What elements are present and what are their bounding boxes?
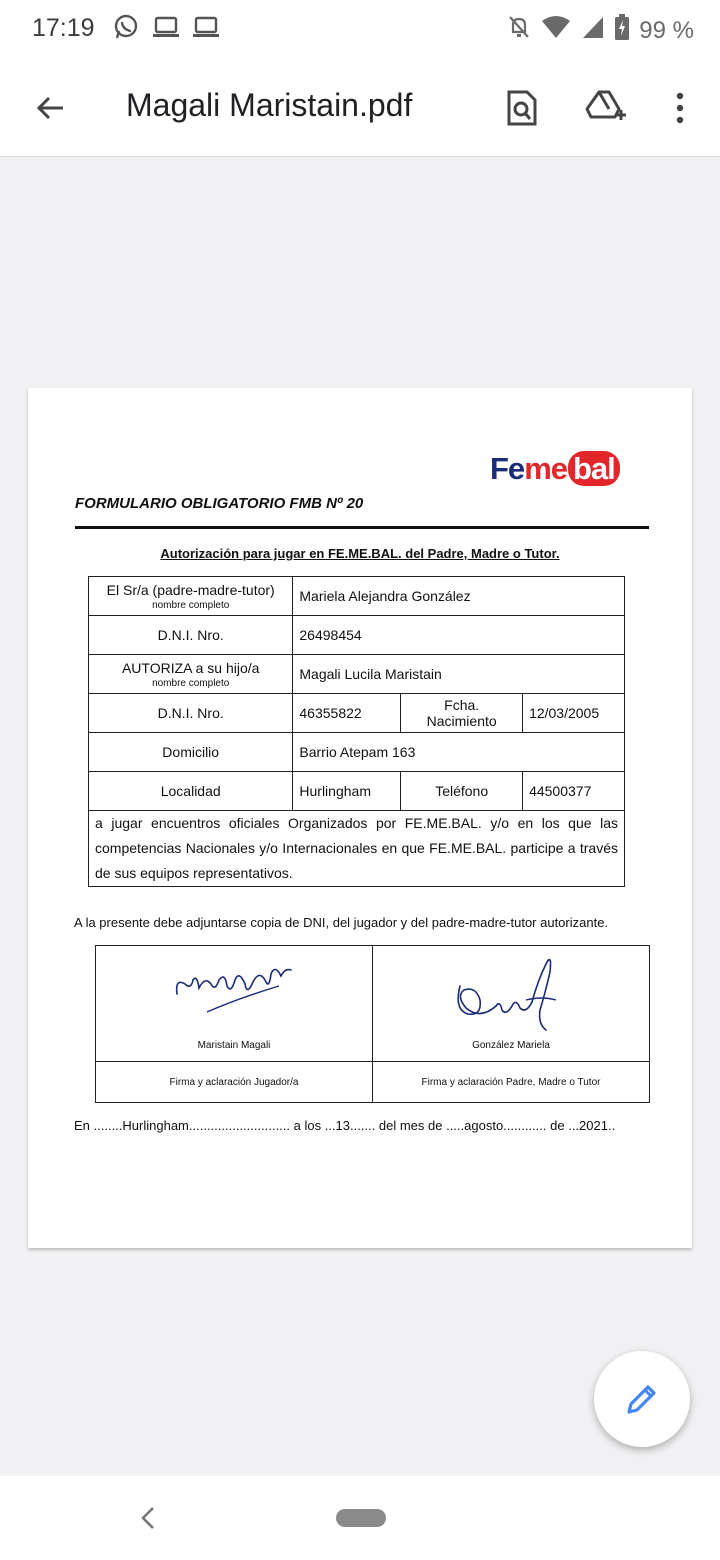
tutor-signature-caption: Firma y aclaración Padre, Madre o Tutor <box>373 1062 650 1103</box>
telefono-label: Teléfono <box>401 772 523 811</box>
signal-icon <box>581 15 605 46</box>
birth-date-value: 12/03/2005 <box>523 694 625 733</box>
nav-back-button[interactable] <box>128 1496 168 1540</box>
status-bar <box>0 0 720 60</box>
whatsapp-icon <box>112 13 140 46</box>
child-dni-value: 46355822 <box>293 694 401 733</box>
player-signature-caption: Firma y aclaración Jugador/a <box>96 1062 373 1103</box>
tutor-dni-label: D.N.I. Nro. <box>89 616 293 655</box>
search-in-document-button[interactable] <box>496 82 548 134</box>
add-to-drive-icon <box>585 89 627 127</box>
tutor-signature-cell <box>373 946 650 1062</box>
title-divider <box>75 526 649 529</box>
pdf-page <box>28 388 692 1248</box>
laptop-icon <box>152 15 180 44</box>
more-options-button[interactable] <box>654 82 706 134</box>
table-row <box>89 616 625 655</box>
signature-table <box>95 945 650 1103</box>
table-row <box>89 811 625 887</box>
notifications-off-icon <box>507 14 531 47</box>
nav-back-icon <box>139 1506 157 1530</box>
nav-home-pill[interactable] <box>336 1509 386 1527</box>
localidad-label: Localidad <box>89 772 293 811</box>
table-row <box>89 694 625 733</box>
table-row <box>96 946 650 1062</box>
domicilio-label: Domicilio <box>89 733 293 772</box>
femebal-logo: Feme bal <box>490 451 620 487</box>
player-signature-name: Maristain Magali <box>197 1040 271 1051</box>
more-vert-icon <box>675 92 685 124</box>
add-to-drive-button[interactable] <box>580 82 632 134</box>
tutor-signature-image <box>446 950 576 1036</box>
laptop-icon <box>192 15 220 44</box>
table-row <box>89 655 625 694</box>
table-row <box>89 733 625 772</box>
form-subtitle: Autorización para jugar en FE.ME.BAL. del Padre, Madre o Tutor. <box>160 546 560 561</box>
status-system-icons <box>507 14 694 47</box>
place-date-line: En ........Hurlingham............................ a los ...13....... del mes de .....agosto............ de ...2021.. <box>74 1118 616 1133</box>
domicilio-value: Barrio Atepam 163 <box>293 733 625 772</box>
tutor-signature-name: González Mariela <box>472 1040 550 1051</box>
edit-pencil-icon <box>624 1381 660 1417</box>
child-name-value: Magali Lucila Maristain <box>293 655 625 694</box>
localidad-value: Hurlingham <box>293 772 401 811</box>
table-row <box>89 772 625 811</box>
authorization-text: a jugar encuentros oficiales Organizados por FE.ME.BAL. y/o en los que las competencias Nacionales y/o Internacionales en que FE.ME.BAL. participe a través de sus equipos representativos. <box>89 811 625 887</box>
search-in-document-icon <box>505 89 539 127</box>
tutor-label-cell: El Sr/a (padre-madre-tutor) nombre completo <box>89 577 293 616</box>
battery-charging-icon <box>615 14 629 47</box>
autoriza-label-cell: AUTORIZA a su hijo/a nombre completo <box>89 655 293 694</box>
player-signature-cell <box>96 946 373 1062</box>
tutor-dni-value: 26498454 <box>293 616 625 655</box>
child-dni-label: D.N.I. Nro. <box>89 694 293 733</box>
document-title: Magali Maristain.pdf <box>126 87 413 123</box>
app-bar <box>0 60 720 157</box>
back-button[interactable] <box>24 82 76 134</box>
battery-percentage: 99 % <box>639 16 694 44</box>
authorization-form-table <box>88 576 625 887</box>
edit-fab-button[interactable] <box>594 1351 690 1447</box>
form-title: FORMULARIO OBLIGATORIO FMB Nº 20 <box>75 495 364 512</box>
attachment-note: A la presente debe adjuntarse copia de DNI, del jugador y del padre-madre-tutor autorizante. <box>74 915 609 930</box>
table-row <box>96 1062 650 1103</box>
table-row <box>89 577 625 616</box>
system-nav-bar <box>0 1476 720 1560</box>
player-signature-image <box>169 950 299 1014</box>
wifi-icon <box>541 15 571 46</box>
status-notification-icons <box>112 15 220 43</box>
tutor-name-value: Mariela Alejandra González <box>293 577 625 616</box>
telefono-value: 44500377 <box>523 772 625 811</box>
status-time: 17:19 <box>32 14 95 42</box>
birth-date-label: Fcha. Nacimiento <box>401 694 523 733</box>
arrow-back-icon <box>34 92 66 124</box>
